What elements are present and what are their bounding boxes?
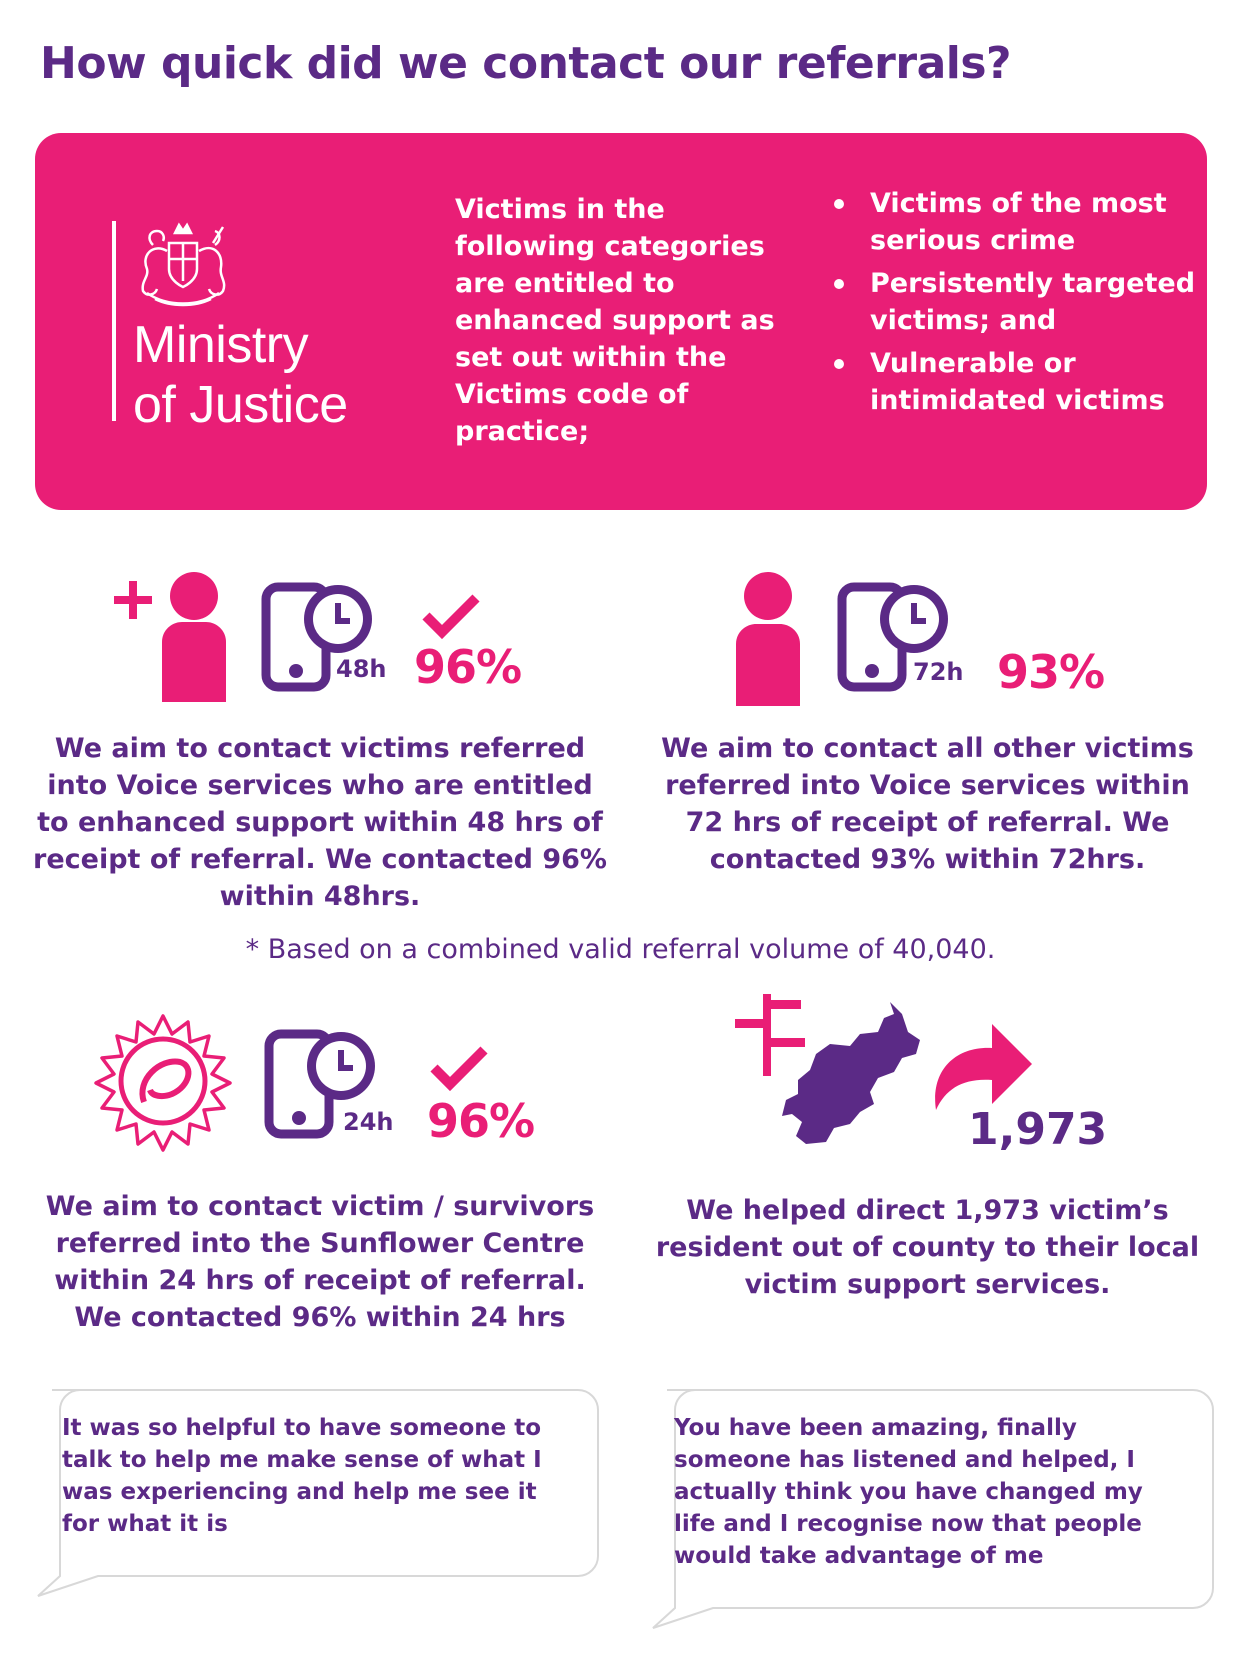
plus-person-icon: [114, 572, 230, 702]
checkmark-icon: [422, 592, 480, 638]
logo-line-2: of Justice: [133, 376, 348, 434]
stat-description: We aim to contact all other victims referred into Voice services within 72 hrs of receipt of referral. We contacted 93% within 72hrs.: [661, 733, 1194, 875]
percent-value: 96%: [414, 640, 522, 694]
page-title: How quick did we contact our referrals?: [40, 38, 1012, 89]
hours-label: 24h: [343, 1108, 394, 1136]
redirect-count: 1,973: [968, 1104, 1108, 1155]
county-map-icon: [775, 1000, 925, 1162]
quote-1: It was so helpful to have someone to talk to help me make sense of what I was experiencing and help me see it for what it is: [62, 1415, 542, 1537]
royal-crest-icon: [133, 221, 233, 311]
hours-label: 72h: [913, 658, 964, 686]
list-item: Persistently targeted victims; and: [830, 265, 1200, 339]
ministry-of-justice-logo-text: [133, 315, 348, 435]
hours-label: 48h: [336, 655, 387, 683]
percent-value: 96%: [427, 1094, 535, 1148]
list-item: Vulnerable or intimidated victims: [830, 345, 1200, 419]
logo-divider: [112, 221, 116, 421]
person-icon: [735, 572, 801, 706]
checkmark-icon: [430, 1044, 488, 1090]
sunflower-icon: [92, 1010, 234, 1152]
banner-intro: Victims in the following categories are entitled to enhanced support as set out within the Victims code of practice;: [455, 194, 775, 447]
stat-description: We aim to contact victims referred into Voice services who are entitled to enhanced support within 48 hrs of receipt of referral. We contacted 96% within 48hrs.: [33, 733, 607, 912]
logo-line-1: Ministry: [133, 316, 309, 374]
redirect-description: We helped direct 1,973 victim’s resident out of county to their local victim support services.: [655, 1195, 1200, 1300]
stat-description: We aim to contact victim / survivors referred into the Sunflower Centre within 24 hrs of receipt of referral. We contacted 96% within 24 hrs: [45, 1191, 595, 1333]
category-list: [830, 185, 1200, 425]
redirect-arrow-icon: [930, 1022, 1032, 1110]
enhanced-support-banner: [35, 133, 1207, 510]
referral-volume-footnote: * Based on a combined valid referral volume of 40,040.: [245, 934, 996, 965]
list-item: Victims of the most serious crime: [830, 185, 1200, 259]
quote-2: You have been amazing, finally someone has listened and helped, I actually think you have changed my life and I recognise now that people would take advantage of me: [674, 1415, 1143, 1569]
percent-value: 93%: [997, 645, 1105, 699]
